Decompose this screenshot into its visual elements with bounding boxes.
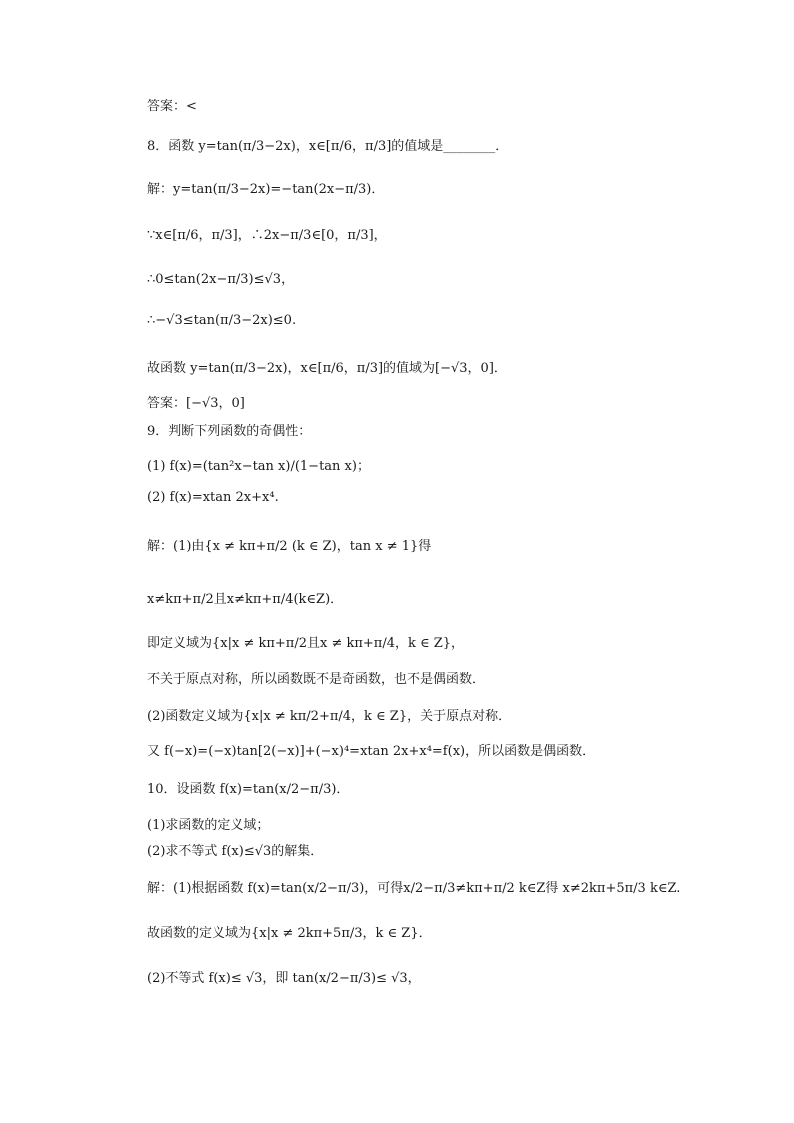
problem-9 — [147, 420, 311, 439]
problem-10 — [147, 778, 349, 797]
problem-10-part2 — [147, 840, 323, 859]
solution-8-step1 — [147, 178, 384, 197]
problem-9-part2 — [147, 490, 279, 505]
solution-8-step2 — [147, 224, 387, 243]
text-line: 故函数 y=tan(π/3−2x)，x∈[π/6，π/3]的值域为[−√3，0]． — [147, 361, 507, 376]
text-line: 不关于原点对称，所以函数既不是奇函数，也不是偶函数． — [147, 672, 486, 687]
text-line: 故函数的定义域为{x|x ≠ 2kπ+5π/3，k ∈ Z}． — [147, 926, 432, 941]
solution-9-part2-domain — [147, 705, 511, 724]
solution-9-part2-conclusion — [147, 740, 595, 759]
text-line: 又 f(−x)=(−x)tan[2(−x)]+(−x)⁴=xtan 2x+x⁴=f(x)，所以函数是偶函数． — [147, 744, 596, 759]
text-line: (2)函数定义域为{x|x ≠ kπ/2+π/4，k ∈ Z}，关于原点对称． — [147, 709, 512, 724]
text-line: ∵x∈[π/6，π/3]，∴2x−π/3∈[0，π/3]， — [147, 228, 387, 243]
solution-8-conclusion — [147, 357, 507, 376]
solution-10-domain — [147, 922, 432, 941]
solution-9-step1 — [147, 535, 431, 554]
solution-9-domain — [147, 632, 464, 651]
solution-8-step3 — [147, 268, 294, 287]
answer-7 — [147, 95, 197, 114]
text-line: 解：y=tan(π/3−2x)=−tan(2x−π/3)． — [147, 182, 385, 197]
text-line: 答案：[−√3，0] — [147, 396, 245, 411]
text-line: x≠kπ+π/2且x≠kπ+π/4(k∈Z)． — [147, 592, 344, 607]
text-line: (2)不等式 f(x)≤ √3，即 tan(x/2−π/3)≤ √3， — [147, 971, 421, 986]
solution-8-step4 — [147, 313, 296, 328]
text-line: ∴−√3≤tan(π/3−2x)≤0. — [147, 313, 297, 328]
text-line: 即定义域为{x|x ≠ kπ+π/2且x ≠ kπ+π/4，k ∈ Z}， — [147, 636, 465, 651]
text-line: 解：(1)根据函数 f(x)=tan(x/2−π/3)，可得x/2−π/3≠kπ+π/2 k∈Z得 x≠2kπ+5π/3 k∈Z. — [147, 881, 681, 896]
text-line: 答案：< — [147, 99, 197, 114]
text-line: (2) f(x)=xtan 2x+x⁴. — [147, 490, 279, 505]
text-line: (1)求函数的定义域； — [147, 818, 270, 833]
solution-9-conclusion1 — [147, 668, 485, 687]
problem-10-part1 — [147, 814, 269, 833]
answer-8 — [147, 392, 245, 411]
problem-9-part1 — [147, 455, 370, 474]
text-line: (1) f(x)=(tan²x−tan x)/(1−tan x)； — [147, 459, 370, 474]
text-line: 10．设函数 f(x)=tan(x/2−π/3)． — [147, 782, 350, 797]
text-line: (2)求不等式 f(x)≤√3的解集． — [147, 844, 324, 859]
text-line: 解：(1)由{x ≠ kπ+π/2 (k ∈ Z)，tan x ≠ 1}得 — [147, 539, 432, 554]
solution-10-part2 — [147, 967, 421, 986]
problem-8 — [147, 135, 508, 154]
solution-10-step1 — [147, 877, 680, 896]
solution-9-step2 — [147, 588, 343, 607]
text-line: ∴0≤tan(2x−π/3)≤√3， — [147, 272, 295, 287]
text-line: 9．判断下列函数的奇偶性： — [147, 424, 312, 439]
text-line: 8．函数 y=tan(π/3−2x)，x∈[π/6，π/3]的值域是________． — [147, 139, 509, 154]
